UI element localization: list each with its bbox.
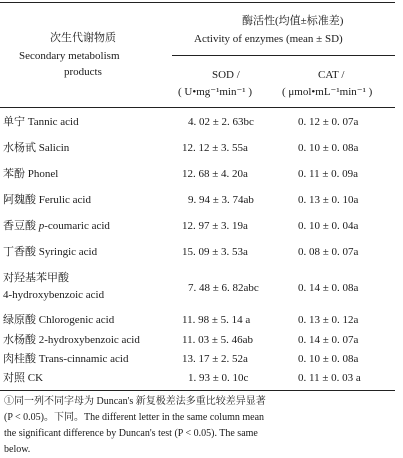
row-salicin — [3, 143, 69, 154]
cat-value: 0. 14 ± 0. 07a — [298, 334, 359, 346]
cat-value: 0. 10 ± 0. 08a — [298, 353, 359, 365]
row-name-en: Salicin — [38, 142, 70, 154]
cat-value: 0. 10 ± 0. 04a — [298, 220, 359, 232]
cat-value: 0. 12 ± 0. 07a — [298, 116, 359, 128]
row-name-en: Chlorogenic acid — [38, 314, 115, 326]
footnote-line: ①同一列不同字母为 Duncan's 新复极差法多重比较差异显著 — [4, 396, 266, 407]
row-chlorogenic — [3, 315, 114, 326]
row-name-en: Syringic acid — [38, 246, 98, 258]
row-name-en: Phonel — [27, 168, 59, 180]
table-bottom-rule — [0, 390, 395, 391]
sod-value: 13. 17 ± 2. 52a — [182, 353, 248, 365]
sod-value: 7. 48 ± 6. 82abc — [188, 282, 259, 294]
row-cinnamic — [3, 354, 128, 365]
sod-value: 11. 98 ± 5. 14 a — [182, 314, 251, 326]
sod-value: 12. 97 ± 3. 19a — [182, 220, 248, 232]
sod-value: 15. 09 ± 3. 53a — [182, 246, 248, 258]
sod-unit: ( U•mg⁻¹min⁻¹ ) — [178, 86, 252, 98]
row-syringic — [3, 247, 97, 258]
row-name-en: 2-hydroxybenzoic acid — [38, 334, 140, 346]
row-name-cn: 水杨酸 — [3, 334, 36, 346]
row-name-cn: 对羟基苯甲酸 — [3, 272, 69, 284]
row-tannic — [3, 117, 79, 128]
footnote-line: the significant difference by Duncan's test (P < 0.05). The same — [4, 428, 258, 439]
row-coumaric — [3, 221, 110, 232]
metabolite-header-cn: 次生代谢物质 — [50, 32, 116, 44]
row-name-cn: 苯酚 — [3, 168, 25, 180]
sod-value: 11. 03 ± 5. 46ab — [182, 334, 254, 346]
row-name-en: 4-hydroxybenzoic acid — [3, 289, 105, 301]
table-top-rule — [0, 2, 395, 3]
row-name-en: Ferulic acid — [38, 194, 91, 206]
cat-header: CAT / — [318, 69, 345, 81]
row-name-en-prefix: p — [38, 220, 45, 232]
table-footnote — [4, 394, 395, 458]
row-name-cn: 香豆酸 — [3, 220, 36, 232]
row-ferulic — [3, 195, 91, 206]
row-name-cn: 肉桂酸 — [3, 353, 36, 365]
cat-unit: ( μmol•mL⁻¹min⁻¹ ) — [282, 86, 373, 98]
header-bottom-rule — [0, 107, 395, 108]
sod-value: 12. 68 ± 4. 20a — [182, 168, 248, 180]
sod-header: SOD / — [212, 69, 240, 81]
sod-value: 4. 02 ± 2. 63bc — [188, 116, 254, 128]
row-name-en: CK — [27, 372, 44, 384]
row-salicylic — [3, 335, 140, 346]
cat-value: 0. 10 ± 0. 08a — [298, 142, 359, 154]
sod-value: 9. 94 ± 3. 74ab — [188, 194, 254, 206]
cat-value: 0. 11 ± 0. 09a — [298, 168, 359, 180]
row-name-en: Trans-cinnamic acid — [38, 353, 129, 365]
activity-header-cn: 酶活性(均值±标准差) — [242, 15, 344, 27]
activity-header-en: Activity of enzymes (mean ± SD) — [194, 33, 343, 45]
cat-value: 0. 11 ± 0. 03 a — [298, 372, 361, 384]
row-name-cn: 绿原酸 — [3, 314, 36, 326]
cat-value: 0. 13 ± 0. 10a — [298, 194, 359, 206]
row-name-cn: 水杨甙 — [3, 142, 36, 154]
sod-value: 1. 93 ± 0. 10c — [188, 372, 249, 384]
row-name-cn: 阿魏酸 — [3, 194, 36, 206]
row-name-cn: 对照 — [3, 372, 25, 384]
footnote-line: below. — [4, 444, 31, 455]
cat-value: 0. 08 ± 0. 07a — [298, 246, 359, 258]
row-control — [3, 373, 43, 384]
cat-value: 0. 14 ± 0. 08a — [298, 282, 359, 294]
row-name-cn: 丁香酸 — [3, 246, 36, 258]
cat-value: 0. 13 ± 0. 12a — [298, 314, 359, 326]
footnote-line: (P < 0.05)。下同。The different letter in the same column mean — [4, 412, 265, 423]
sod-value: 12. 12 ± 3. 55a — [182, 142, 248, 154]
row-name-en: -coumaric acid — [44, 220, 110, 232]
row-phonel — [3, 169, 58, 180]
metabolite-header-en-2: products — [64, 66, 102, 78]
row-name-en: Tannic acid — [27, 116, 79, 128]
row-name-cn: 单宁 — [3, 116, 25, 128]
activity-header-rule — [172, 55, 395, 56]
metabolite-header-en-1: Secondary metabolism — [19, 50, 120, 62]
